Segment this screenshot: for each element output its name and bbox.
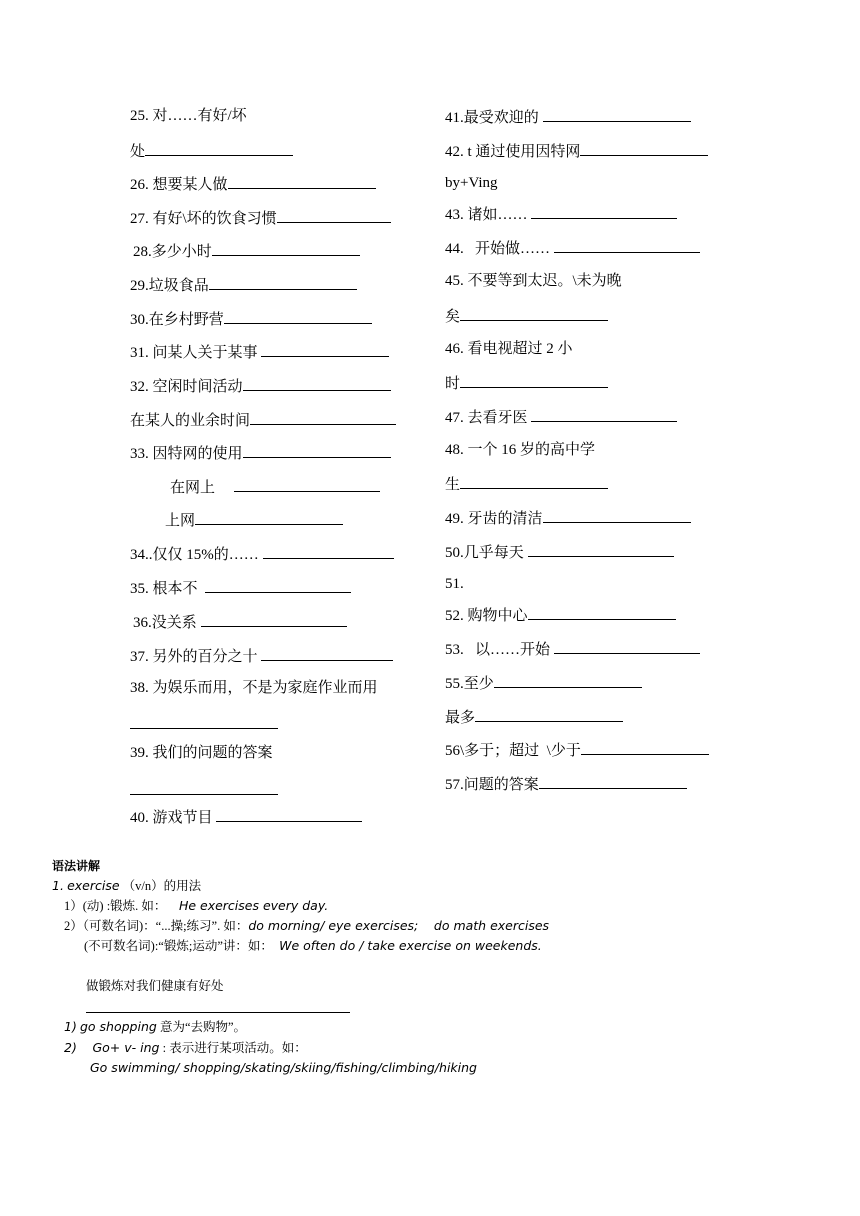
q27-text: 27. 有好\坏的饮食习惯 [130,211,277,227]
point-word: exercise [67,878,120,893]
q43-text: 43. 诸如…… [445,207,528,223]
q33c-text: 上网 [165,513,196,529]
grammar-sub-3 [90,1060,477,1076]
q48-text: 48. 一个 16 岁的高中学 [445,442,596,458]
q25-line2 [130,140,293,162]
example-en: go shopping [79,1019,157,1034]
q29 [130,274,357,296]
grammar-sub-2 [64,1040,307,1056]
q46-line1 [445,339,573,359]
answer-blank[interactable] [224,308,372,324]
answer-blank[interactable] [130,713,278,729]
q56 [445,739,709,761]
q42b [445,173,498,193]
q35 [130,577,351,599]
q35-text: 35. 根本不 [130,581,198,597]
q56-text: 56\多于；超过 \少于 [445,743,581,759]
q53-text: 53. 以……开始 [445,642,551,658]
answer-blank[interactable] [243,375,391,391]
answer-blank[interactable] [205,577,351,593]
q48-text-cont: 生 [445,477,461,493]
q37-text: 37. 另外的百分之十 [130,649,258,665]
grammar-sub-1 [64,1019,246,1035]
answer-blank[interactable] [460,372,608,388]
example-en: Go swimming/ shopping/skating/skiing/fishing/climbing/hiking [90,1060,477,1075]
answer-blank[interactable] [539,773,687,789]
q45-line1 [445,271,622,291]
q46-text-cont: 时 [445,376,461,392]
answer-blank[interactable] [543,106,691,122]
q57 [445,773,687,795]
answer-blank[interactable] [212,240,360,256]
q45-line2 [445,305,608,327]
q33 [130,442,391,464]
q33-text: 33. 因特网的使用 [130,446,243,462]
q32b-text: 在某人的业余时间 [130,413,251,429]
answer-blank[interactable] [145,140,293,156]
answer-blank[interactable] [580,140,708,156]
q31-text: 31. 问某人关于某事 [130,345,258,361]
q55b [445,706,623,728]
q34 [130,543,394,565]
grammar-point-1 [52,878,201,894]
q29-text: 29.垃圾食品 [130,278,209,294]
q37 [130,645,393,667]
grammar-line-4 [86,978,224,994]
answer-blank[interactable] [554,638,700,654]
q48-line1 [445,440,595,460]
answer-blank[interactable] [475,706,623,722]
answer-blank[interactable] [528,604,676,620]
q30-text: 30.在乡村野营 [130,312,224,328]
q30 [130,308,372,330]
example-en: We often do / take exercise on weekends. [279,938,542,953]
answer-blank[interactable] [554,237,700,253]
q44-text: 44. 开始做…… [445,241,551,257]
answer-blank[interactable] [277,207,391,223]
q50 [445,541,674,563]
q52 [445,604,676,626]
grammar-line-3 [84,938,542,954]
answer-blank[interactable] [494,672,642,688]
answer-blank[interactable] [209,274,357,290]
q49 [445,507,691,529]
q39 [130,743,273,763]
q42-text: 42. t 通过使用因特网 [445,144,581,160]
q26-text: 26. 想要某人做 [130,177,228,193]
answer-blank[interactable] [460,473,608,489]
q31 [130,341,389,363]
line-text: 做锻炼对我们健康有好处 [86,979,224,993]
q51 [445,574,464,594]
answer-blank[interactable] [261,645,393,661]
q55-text: 55.至少 [445,676,494,692]
q43 [445,203,677,225]
q25-line1 [130,106,247,126]
example-en: Go+ v- ing [92,1040,160,1055]
q46-line2 [445,372,608,394]
q36-text: 36.没关系 [133,615,197,631]
grammar-line-1 [64,898,328,914]
q49-text: 49. 牙齿的清洁 [445,511,543,527]
line-label: (不可数名词):“锻炼;运动”讲：如： [84,939,273,953]
example-en: He exercises every day. [178,898,329,913]
q50-text: 50.几乎每天 [445,545,524,561]
q41-text: 41.最受欢迎的 [445,110,539,126]
q27 [130,207,391,229]
q53 [445,638,700,660]
answer-blank[interactable] [228,173,376,189]
answer-blank[interactable] [250,409,396,425]
answer-blank[interactable] [86,998,350,1013]
q46-text: 46. 看电视超过 2 小 [445,341,573,357]
q28 [133,240,360,262]
q33b-text: 在网上 [170,480,216,496]
answer-blank[interactable] [234,476,380,492]
q40-text: 40. 游戏节目 [130,810,213,826]
q32b [130,409,396,431]
q42 [445,140,708,162]
answer-blank[interactable] [216,806,362,822]
grammar-line-2 [64,918,549,934]
q42b-text: by+Ving [445,175,498,191]
grammar-heading [52,858,100,874]
example-en: do math exercises [433,918,550,933]
q51-text: 51. [445,576,464,592]
line-label: 2）（可数名词)：“...操;练习”. 如： [64,919,249,933]
q57-text: 57.问题的答案 [445,777,539,793]
sub-text: : 表示进行某项活动。如： [162,1041,307,1055]
sub-number: 2) [64,1040,77,1055]
answer-blank[interactable] [581,739,709,755]
answer-blank[interactable] [130,779,278,795]
q55 [445,672,642,694]
q52-text: 52. 购物中心 [445,608,528,624]
q38 [130,678,378,698]
answer-blank[interactable] [263,543,394,559]
q32-text: 32. 空闲时间活动 [130,379,243,395]
answer-blank[interactable] [261,341,389,357]
q39-text: 39. 我们的问题的答案 [130,745,273,761]
sub-number: 1) [64,1019,77,1034]
q44 [445,237,700,259]
sub-text: 意为“去购物”。 [159,1020,247,1034]
q47 [445,406,677,428]
q33c [165,509,343,531]
line-label: 1）(动) :锻炼. 如： [64,899,167,913]
q26 [130,173,376,195]
q28-text: 28.多少小时 [133,244,212,260]
answer-blank[interactable] [531,203,677,219]
q32 [130,375,391,397]
q36 [133,611,347,633]
answer-blank[interactable] [460,305,608,321]
q47-text: 47. 去看牙医 [445,410,528,426]
q38-text: 38. 为娱乐而用，不是为家庭作业而用 [130,680,378,696]
answer-blank[interactable] [531,406,677,422]
q34-text: 34..仅仅 15%的…… [130,547,259,563]
q45-text: 45. 不要等到太迟。\未为晚 [445,273,622,289]
answer-blank[interactable] [543,507,691,523]
answer-blank[interactable] [528,541,674,557]
point-pos: （v/n）的用法 [122,879,202,893]
q25-text: 25. 对……有好/坏 [130,108,247,124]
example-en: do morning/ eye exercises; [248,918,419,933]
q41 [445,106,691,128]
q33b [170,476,380,498]
q45-text-cont: 矣 [445,309,461,325]
q48-line2 [445,473,608,495]
answer-blank[interactable] [243,442,391,458]
q55b-text: 最多 [445,710,476,726]
q25-text-cont: 处 [130,144,146,160]
point-number: 1. [52,878,64,893]
grammar-heading-text: 语法讲解 [52,859,101,873]
q40 [130,806,362,828]
answer-blank[interactable] [195,509,343,525]
answer-blank[interactable] [201,611,347,627]
